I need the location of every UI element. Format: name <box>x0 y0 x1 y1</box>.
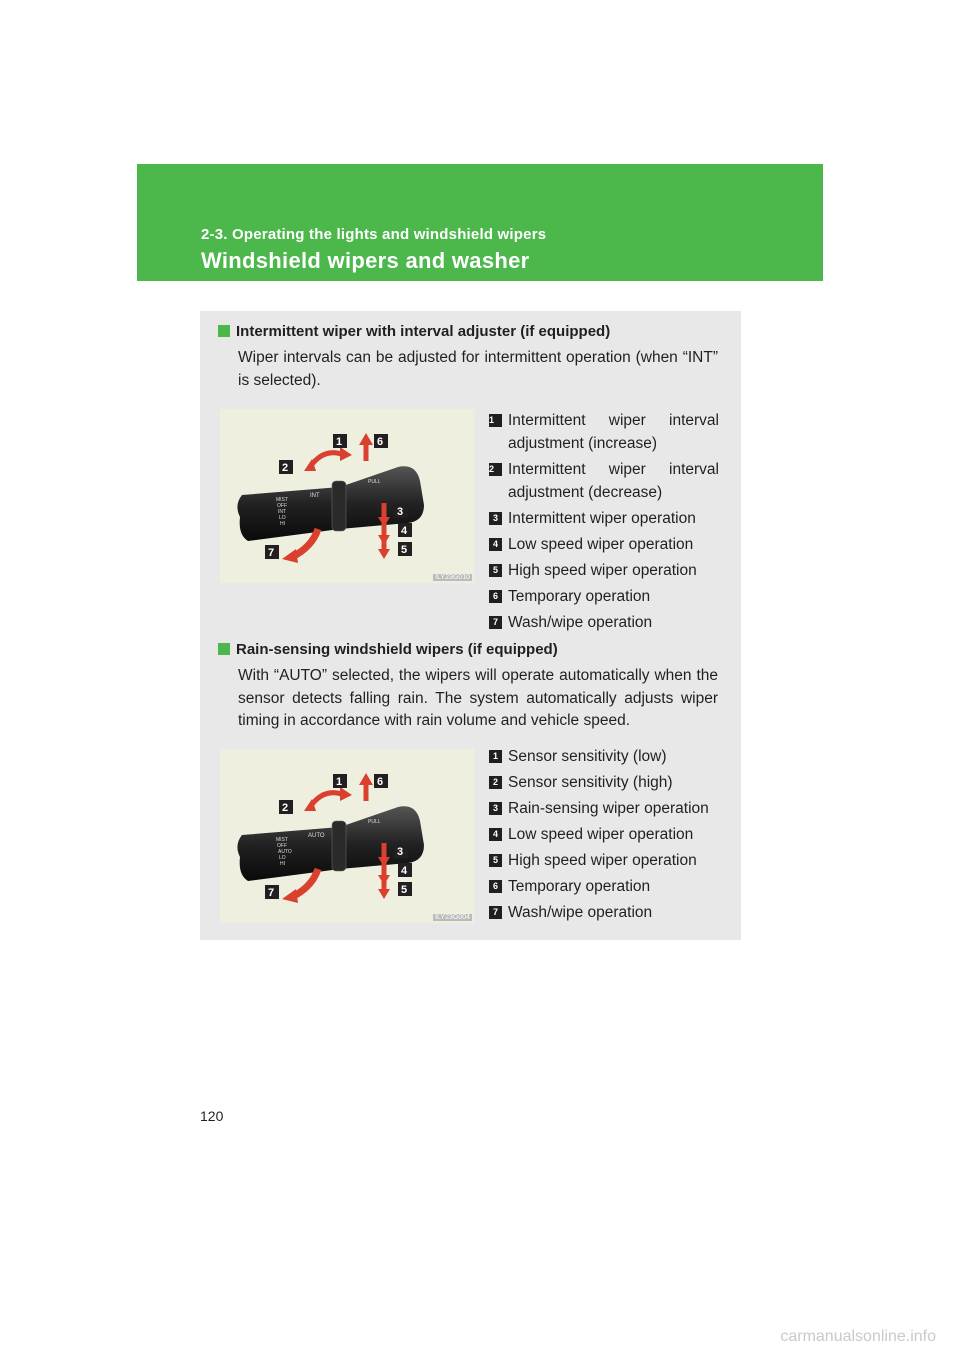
number-badge: 7 <box>489 616 502 629</box>
item-text: Wash/wipe operation <box>508 904 653 921</box>
section-label: 2-3. Operating the lights and windshield wipers <box>201 226 547 243</box>
section-heading-rain-sensing <box>218 641 558 658</box>
arrowhead-up <box>359 433 373 445</box>
item-text: Intermittent wiper interval adjustment (decrease) <box>508 461 719 501</box>
bullet-square-icon <box>218 325 230 337</box>
item-text: Temporary operation <box>508 878 651 895</box>
arrow-rotate <box>310 793 344 807</box>
number-badge: 6 <box>489 880 502 893</box>
page-number: 120 <box>200 1108 224 1124</box>
number-badge: 2 <box>489 776 502 789</box>
svg-text:2: 2 <box>282 802 289 814</box>
number-badge: 1 <box>489 414 502 427</box>
list-item <box>489 823 719 846</box>
mode-label: INT <box>310 493 320 499</box>
number-badge: 5 <box>489 854 502 867</box>
list-item <box>489 507 719 530</box>
item-text: Low speed wiper operation <box>508 536 694 553</box>
list-item <box>489 533 719 556</box>
stalk-ring <box>332 821 346 871</box>
section-body-rain-sensing: With “AUTO” selected, the wipers will operate automatically when the sensor detects falling rain. The system automatically adjusts wiper timing in accordance with rain volume and vehicle speed. <box>238 667 718 729</box>
label-off: OFF <box>277 843 287 849</box>
item-text: Intermittent wiper interval adjustment (increase) <box>508 412 719 452</box>
bullet-square-icon <box>218 643 230 655</box>
wiper-stalk-illustration <box>220 749 474 923</box>
section-body-intermittent: Wiper intervals can be adjusted for intermittent operation (when “INT” is selected). <box>238 349 718 389</box>
list-item <box>489 849 719 872</box>
item-text: Wash/wipe operation <box>508 614 653 631</box>
svg-text:7: 7 <box>268 547 275 559</box>
arrowhead-rotate-right <box>340 447 352 461</box>
item-text: Sensor sensitivity (low) <box>508 748 667 765</box>
callout-list-auto <box>489 745 719 927</box>
mode-label: AUTO <box>308 833 325 839</box>
page-title: Windshield wipers and washer <box>201 248 530 273</box>
item-text: Low speed wiper operation <box>508 826 694 843</box>
svg-text:6: 6 <box>377 776 384 788</box>
label-mist: MIST <box>276 837 288 843</box>
section-header <box>137 164 823 281</box>
arrowhead-pull <box>282 889 298 903</box>
section-heading-intermittent <box>218 323 610 340</box>
stalk-body <box>237 806 424 881</box>
svg-text:5: 5 <box>401 884 408 896</box>
label-lo: LO <box>279 515 286 521</box>
svg-text:2: 2 <box>282 462 289 474</box>
label-off: OFF <box>277 503 287 509</box>
list-item <box>489 585 719 608</box>
list-item <box>489 901 719 924</box>
svg-text:7: 7 <box>268 887 275 899</box>
item-text: Temporary operation <box>508 588 651 605</box>
figure-code: ILY23G004 <box>435 914 470 921</box>
pull-label: PULL <box>368 479 381 485</box>
number-badge: 3 <box>489 512 502 525</box>
arrowhead-down-2 <box>378 535 390 545</box>
item-text: Intermittent wiper operation <box>508 510 696 527</box>
watermark: carmanualsonline.info <box>780 1328 936 1345</box>
arrowhead-down-3 <box>378 549 390 559</box>
svg-text:4: 4 <box>401 525 408 537</box>
svg-text:6: 6 <box>377 436 384 448</box>
item-text: Rain-sensing wiper operation <box>508 800 709 817</box>
number-badge: 7 <box>489 906 502 919</box>
arrowhead-pull <box>282 549 298 563</box>
label-hi: HI <box>280 521 285 527</box>
number-badge: 3 <box>489 802 502 815</box>
number-badge: 6 <box>489 590 502 603</box>
svg-text:3: 3 <box>397 846 404 858</box>
wiper-stalk-figure-auto <box>220 749 474 923</box>
list-item <box>489 771 719 794</box>
arrowhead-up <box>359 773 373 785</box>
list-item <box>489 745 719 768</box>
label-auto: AUTO <box>278 849 292 855</box>
item-text: Sensor sensitivity (high) <box>508 774 673 791</box>
heading-text: Rain-sensing windshield wipers (if equipped) <box>236 641 558 658</box>
wiper-stalk-figure-int <box>220 409 474 583</box>
number-badge: 2 <box>489 463 502 476</box>
arrowhead-rotate-right <box>340 787 352 801</box>
figure-code: ILY23G010 <box>435 574 470 581</box>
list-item <box>489 875 719 898</box>
label-hi: HI <box>280 861 285 867</box>
label-lo: LO <box>279 855 286 861</box>
callout-list-int <box>489 409 719 637</box>
label-mist: MIST <box>276 497 288 503</box>
number-badge: 4 <box>489 828 502 841</box>
svg-text:4: 4 <box>401 865 408 877</box>
heading-text: Intermittent wiper with interval adjuster (if equipped) <box>236 323 611 340</box>
list-item <box>489 409 719 455</box>
list-item <box>489 559 719 582</box>
list-item <box>489 611 719 634</box>
svg-text:1: 1 <box>336 436 343 448</box>
item-text: High speed wiper operation <box>508 562 697 579</box>
svg-text:5: 5 <box>401 544 408 556</box>
stalk-ring <box>332 481 346 531</box>
list-item <box>489 458 719 504</box>
number-badge: 5 <box>489 564 502 577</box>
list-item <box>489 797 719 820</box>
pull-label: PULL <box>368 819 381 825</box>
wiper-stalk-illustration <box>220 409 474 583</box>
number-badge: 4 <box>489 538 502 551</box>
svg-text:3: 3 <box>397 506 404 518</box>
number-badge: 1 <box>489 750 502 763</box>
label-int: INT <box>278 509 287 515</box>
item-text: High speed wiper operation <box>508 852 697 869</box>
stalk-body <box>237 466 424 541</box>
svg-text:1: 1 <box>336 776 343 788</box>
content-panel <box>200 311 741 940</box>
arrowhead-down-2 <box>378 875 390 885</box>
arrowhead-down-3 <box>378 889 390 899</box>
arrow-rotate <box>310 453 344 467</box>
